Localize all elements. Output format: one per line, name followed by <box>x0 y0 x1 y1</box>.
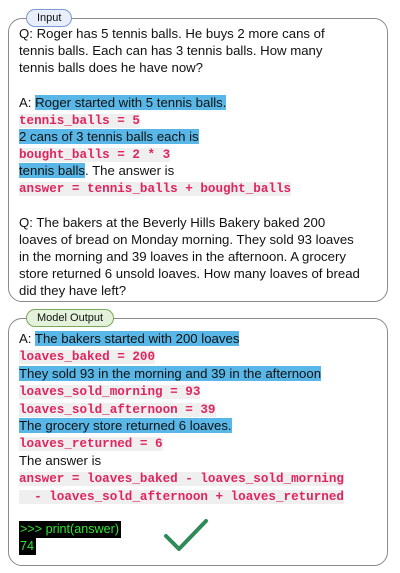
answer-code-1 <box>19 111 140 128</box>
output-reasoning-1: The bakers started with 200 loaves <box>34 331 240 346</box>
question-1-line-2: tennis balls. Each can has 3 tennis balls. How many <box>19 43 323 58</box>
question-2-line-1: Q: The bakers at the Beverly Hills Bakery baked 200 <box>19 215 326 230</box>
code-answer: answer = tennis_balls + bought_balls <box>19 182 292 196</box>
output-code-1 <box>19 347 155 364</box>
output-answer-prefix: A: <box>19 331 35 346</box>
output-reasoning-3: The grocery store returned 6 loaves. <box>19 418 232 433</box>
output-code-3 <box>19 400 216 417</box>
output-code-5 <box>19 469 344 486</box>
answer-line-3 <box>19 162 174 179</box>
output-line-1 <box>19 330 239 347</box>
code-answer-expression-2: - loaves_sold_afternoon + loaves_returned <box>19 490 344 504</box>
terminal-command: >>> print(answer) <box>20 522 120 536</box>
code-bought-balls: bought_balls = 2 * 3 <box>19 148 171 162</box>
check-mark-stroke <box>166 521 206 549</box>
answer-reasoning-3: tennis balls <box>19 163 85 178</box>
code-tennis-balls: tennis_balls = 5 <box>19 114 140 128</box>
code-loaves-baked: loaves_baked = 200 <box>19 350 156 364</box>
answer-code-2 <box>19 145 170 162</box>
answer-line-2 <box>19 128 199 145</box>
output-code-4 <box>19 434 163 451</box>
model-output-tag: Model Output <box>26 309 114 327</box>
question-1-line-1: Q: Roger has 5 tennis balls. He buys 2 more cans of <box>19 26 325 41</box>
terminal-output: 74 <box>20 539 35 553</box>
answer-line-1 <box>19 94 226 111</box>
question-2-line-4: store returned 6 unsold loaves. How many loaves of bread <box>19 266 360 281</box>
output-reasoning-2: They sold 93 in the morning and 39 in the afternoon <box>19 366 322 381</box>
answer-prefix: A: <box>19 95 36 110</box>
question-1-line-3: tennis balls does he have now? <box>19 60 204 75</box>
check-mark-icon <box>162 518 210 554</box>
answer-code-3 <box>19 179 291 196</box>
output-line-4: The answer is <box>19 453 102 468</box>
question-2-line-5: did they have left? <box>19 283 127 298</box>
code-answer-expression-1: answer = loaves_baked - loaves_sold_morning <box>19 472 344 486</box>
answer-is-text: . The answer is <box>84 163 175 178</box>
answer-reasoning-1: Roger started with 5 tennis balls. <box>35 95 227 110</box>
output-code-6 <box>19 487 344 504</box>
question-2-line-3: in the morning and 39 loaves in the afternoon. A grocery <box>19 249 346 264</box>
question-2-line-2: loaves of bread on Monday morning. They sold 93 loaves <box>19 232 354 247</box>
code-loaves-returned: loaves_returned = 6 <box>19 437 163 451</box>
code-loaves-sold-afternoon: loaves_sold_afternoon = 39 <box>19 403 216 417</box>
answer-reasoning-2: 2 cans of 3 tennis balls each is <box>19 129 199 144</box>
output-code-2 <box>19 382 200 399</box>
output-line-3 <box>19 417 232 434</box>
output-line-2 <box>19 365 321 382</box>
code-loaves-sold-morning: loaves_sold_morning = 93 <box>19 385 201 399</box>
input-tag: Input <box>26 9 72 27</box>
